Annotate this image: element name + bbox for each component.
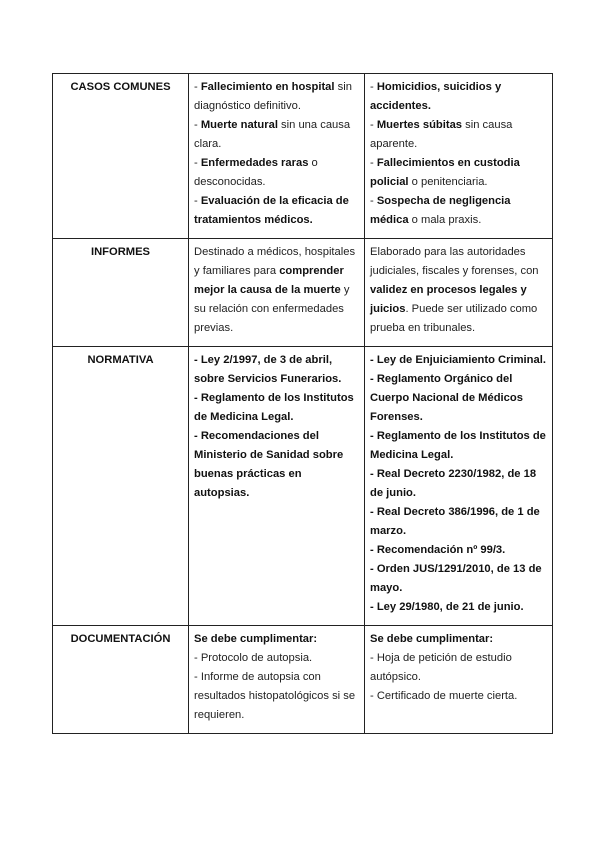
bold-text: Muerte natural bbox=[200, 119, 278, 131]
row-documentacion bbox=[53, 626, 553, 734]
text-run: Destinado a médicos, hospitales y familiares para bbox=[194, 246, 356, 277]
bold-text: - Real Decreto 386/1996, de 1 de marzo. bbox=[370, 506, 540, 537]
row-informes bbox=[53, 239, 553, 347]
cell-casos-comunes-left bbox=[189, 74, 365, 239]
bold-text: - Reglamento de los Institutos de Medicina Legal. bbox=[370, 430, 546, 461]
cell-entry bbox=[370, 560, 547, 598]
cell-entry bbox=[194, 668, 359, 725]
bold-text: - Real Decreto 2230/1982, de 18 de junio. bbox=[370, 468, 537, 499]
cell-normativa-right bbox=[365, 347, 553, 626]
cell-entry bbox=[370, 465, 547, 503]
text-run: sin diagnóstico definitivo. bbox=[194, 81, 352, 112]
row-normativa bbox=[53, 347, 553, 626]
cell-entry bbox=[370, 192, 547, 230]
bold-text: comprender mejor la causa de la muerte bbox=[194, 265, 344, 296]
cell-casos-comunes-right bbox=[365, 74, 553, 239]
cell-informes-left bbox=[189, 239, 365, 347]
text-run: - bbox=[194, 157, 201, 169]
cell-entry bbox=[194, 192, 359, 230]
cell-entry bbox=[370, 687, 547, 706]
bold-text: Sospecha de negligencia médica bbox=[370, 195, 511, 226]
cell-entry bbox=[194, 351, 359, 389]
cell-entry bbox=[194, 154, 359, 192]
text-run: - Informe de autopsia con resultados histopatológicos si se requieren. bbox=[194, 671, 356, 721]
cell-entry bbox=[194, 427, 359, 503]
bold-text: Fallecimiento en hospital bbox=[200, 81, 335, 93]
cell-entry bbox=[370, 351, 547, 370]
text-run: - Certificado de muerte cierta. bbox=[370, 690, 518, 702]
cell-entry bbox=[194, 243, 359, 338]
row-casos-comunes bbox=[53, 74, 553, 239]
bold-text: - Reglamento de los Institutos de Medicina Legal. bbox=[194, 392, 354, 423]
bold-text: - Ley de Enjuiciamiento Criminal. bbox=[370, 354, 546, 366]
text-run: - Protocolo de autopsia. bbox=[194, 652, 313, 664]
cell-entry bbox=[194, 649, 359, 668]
bold-text: Enfermedades raras bbox=[200, 157, 309, 169]
bold-text: Homicidios, suicidios y accidentes. bbox=[370, 81, 502, 112]
cell-entry bbox=[370, 154, 547, 192]
cell-entry bbox=[370, 630, 547, 649]
row-header-casos-comunes: CASOS COMUNES bbox=[53, 74, 189, 239]
row-header-documentacion: DOCUMENTACIÓN bbox=[53, 626, 189, 734]
text-run: Elaborado para las autoridades judiciales, fiscales y forenses, con bbox=[370, 246, 539, 277]
cell-entry bbox=[370, 78, 547, 116]
bold-text: - Recomendaciones del Ministerio de Sanidad sobre buenas prácticas en autopsias. bbox=[194, 430, 344, 499]
cell-entry bbox=[370, 116, 547, 154]
bold-text: - Reglamento Orgánico del Cuerpo Nacional de Médicos Forenses. bbox=[370, 373, 523, 423]
text-run: - bbox=[194, 119, 201, 131]
bold-text: - Recomendación nº 99/3. bbox=[370, 544, 506, 556]
text-run: - bbox=[370, 195, 377, 207]
text-run: - bbox=[370, 119, 377, 131]
cell-entry bbox=[194, 630, 359, 649]
bold-text: validez en procesos legales y juicios bbox=[370, 284, 527, 315]
comparison-table bbox=[52, 73, 553, 734]
text-run: - Hoja de petición de estudio autópsico. bbox=[370, 652, 512, 683]
text-run: - bbox=[194, 195, 201, 207]
text-run: y su relación con enfermedades previas. bbox=[194, 284, 350, 334]
cell-entry bbox=[370, 649, 547, 687]
cell-entry bbox=[370, 541, 547, 560]
text-run: sin una causa clara. bbox=[194, 119, 351, 150]
bold-text: - Ley 29/1980, de 21 de junio. bbox=[370, 601, 524, 613]
text-run: sin causa aparente. bbox=[370, 119, 513, 150]
bold-text: Muertes súbitas bbox=[376, 119, 463, 131]
text-run: - bbox=[370, 81, 377, 93]
bold-text: Se debe cumplimentar: bbox=[194, 633, 318, 645]
cell-entry bbox=[194, 78, 359, 116]
cell-entry bbox=[370, 243, 547, 338]
bold-text: Evaluación de la eficacia de tratamientos médicos. bbox=[194, 195, 349, 226]
cell-entry bbox=[194, 116, 359, 154]
bold-text: Se debe cumplimentar: bbox=[370, 633, 494, 645]
bold-text: - Ley 2/1997, de 3 de abril, sobre Servicios Funerarios. bbox=[194, 354, 342, 385]
cell-documentacion-left bbox=[189, 626, 365, 734]
text-run: - bbox=[370, 157, 377, 169]
cell-entry bbox=[194, 389, 359, 427]
text-run: . Puede ser utilizado como prueba en tribunales. bbox=[370, 303, 538, 334]
cell-entry bbox=[370, 598, 547, 617]
cell-informes-right bbox=[365, 239, 553, 347]
cell-entry bbox=[370, 427, 547, 465]
text-run: o desconocidas. bbox=[194, 157, 318, 188]
bold-text: Fallecimientos en custodia policial bbox=[370, 157, 520, 188]
row-header-informes: INFORMES bbox=[53, 239, 189, 347]
cell-entry bbox=[370, 370, 547, 427]
cell-entry bbox=[370, 503, 547, 541]
cell-normativa-left bbox=[189, 347, 365, 626]
text-run: o penitenciaria. bbox=[408, 176, 488, 188]
text-run: o mala praxis. bbox=[408, 214, 482, 226]
text-run: - bbox=[194, 81, 201, 93]
cell-documentacion-right bbox=[365, 626, 553, 734]
row-header-normativa: NORMATIVA bbox=[53, 347, 189, 626]
bold-text: - Orden JUS/1291/2010, de 13 de mayo. bbox=[370, 563, 542, 594]
